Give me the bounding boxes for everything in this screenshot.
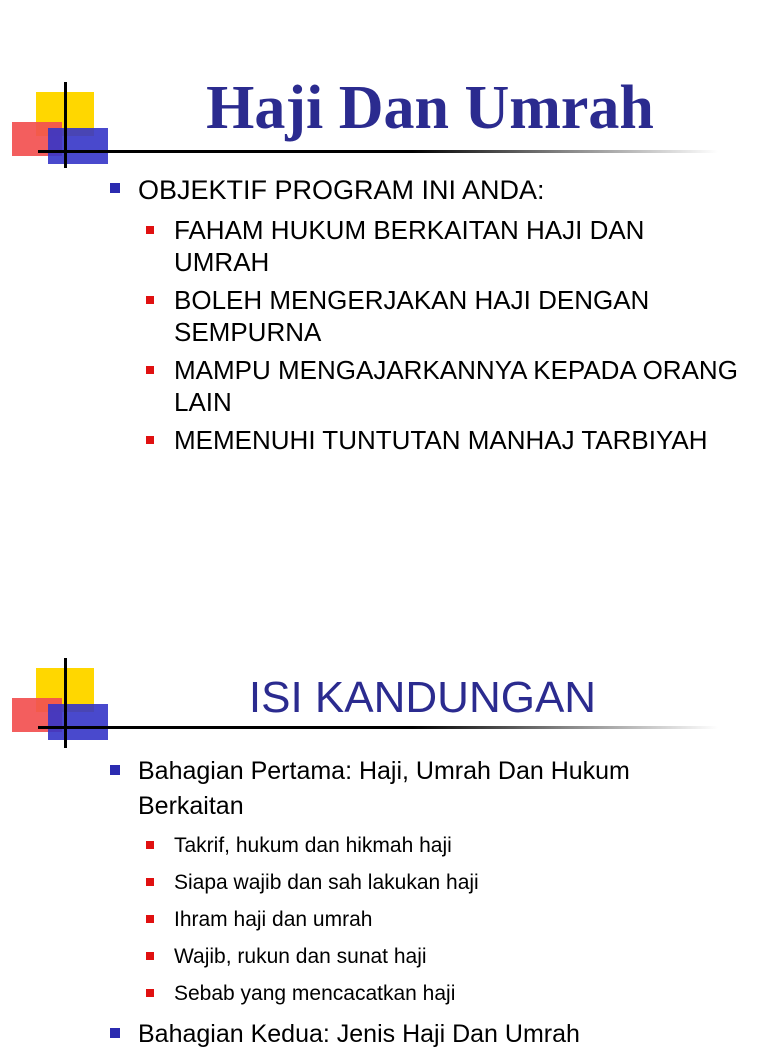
list-item: [146, 354, 740, 418]
list-item-text: MAMPU MENGAJARKANNYA KEPADA ORANG LAIN: [174, 355, 738, 417]
decorative-squares-logo: [0, 658, 120, 748]
bullet-square-icon: [146, 366, 154, 374]
list-item-text: Sebab yang mencacatkan haji: [174, 982, 456, 1005]
list-item-text: FAHAM HUKUM BERKAITAN HAJI DAN UMRAH: [174, 215, 645, 277]
slide-title: Haji Dan Umrah: [206, 74, 654, 142]
list-item-text: MEMENUHI TUNTUTAN MANHAJ TARBIYAH: [174, 425, 708, 455]
list-item-text: Siapa wajib dan sah lakukan haji: [174, 871, 479, 894]
title-underline: [38, 150, 718, 153]
bullet-square-icon: [146, 841, 154, 849]
list-item: [146, 906, 740, 934]
bullet-square-icon: [146, 989, 154, 997]
bullet-list: [110, 172, 740, 462]
list-item: [146, 424, 740, 456]
bullet-square-icon: [146, 436, 154, 444]
list-item: [146, 284, 740, 348]
bullet-square-icon: [146, 296, 154, 304]
list-item: [146, 869, 740, 897]
bullet-square-icon: [110, 765, 120, 775]
list-item: [110, 172, 740, 456]
bullet-heading: Bahagian Kedua: Jenis Haji Dan Umrah: [138, 1020, 580, 1048]
sub-bullet-list: [146, 832, 740, 1008]
bullet-list: [110, 754, 740, 1052]
bullet-square-icon: [110, 1028, 120, 1038]
bullet-heading: OBJEKTIF PROGRAM INI ANDA:: [138, 175, 545, 205]
slide-title: ISI KANDUNGAN: [248, 673, 597, 722]
list-item: [110, 1017, 740, 1052]
bullet-square-icon: [146, 878, 154, 886]
bullet-heading: Bahagian Pertama: Haji, Umrah Dan Hukum Berkaitan: [138, 757, 630, 820]
title-underline: [38, 726, 718, 729]
list-item-text: Takrif, hukum dan hikmah haji: [174, 834, 452, 857]
list-item: [146, 214, 740, 278]
list-item: [110, 754, 740, 1008]
list-item: [146, 943, 740, 971]
sub-bullet-list: [146, 214, 740, 456]
bullet-square-icon: [146, 952, 154, 960]
slide-1: [0, 0, 768, 512]
decorative-squares-logo: [0, 78, 120, 168]
slide-2: [0, 512, 768, 1048]
bullet-square-icon: [110, 183, 120, 193]
list-item-text: Wajib, rukun dan sunat haji: [174, 945, 427, 968]
bullet-square-icon: [146, 915, 154, 923]
list-item-text: BOLEH MENGERJAKAN HAJI DENGAN SEMPURNA: [174, 285, 650, 347]
list-item-text: Ihram haji dan umrah: [174, 908, 373, 931]
list-item: [146, 832, 740, 860]
list-item: [146, 980, 740, 1008]
bullet-square-icon: [146, 226, 154, 234]
